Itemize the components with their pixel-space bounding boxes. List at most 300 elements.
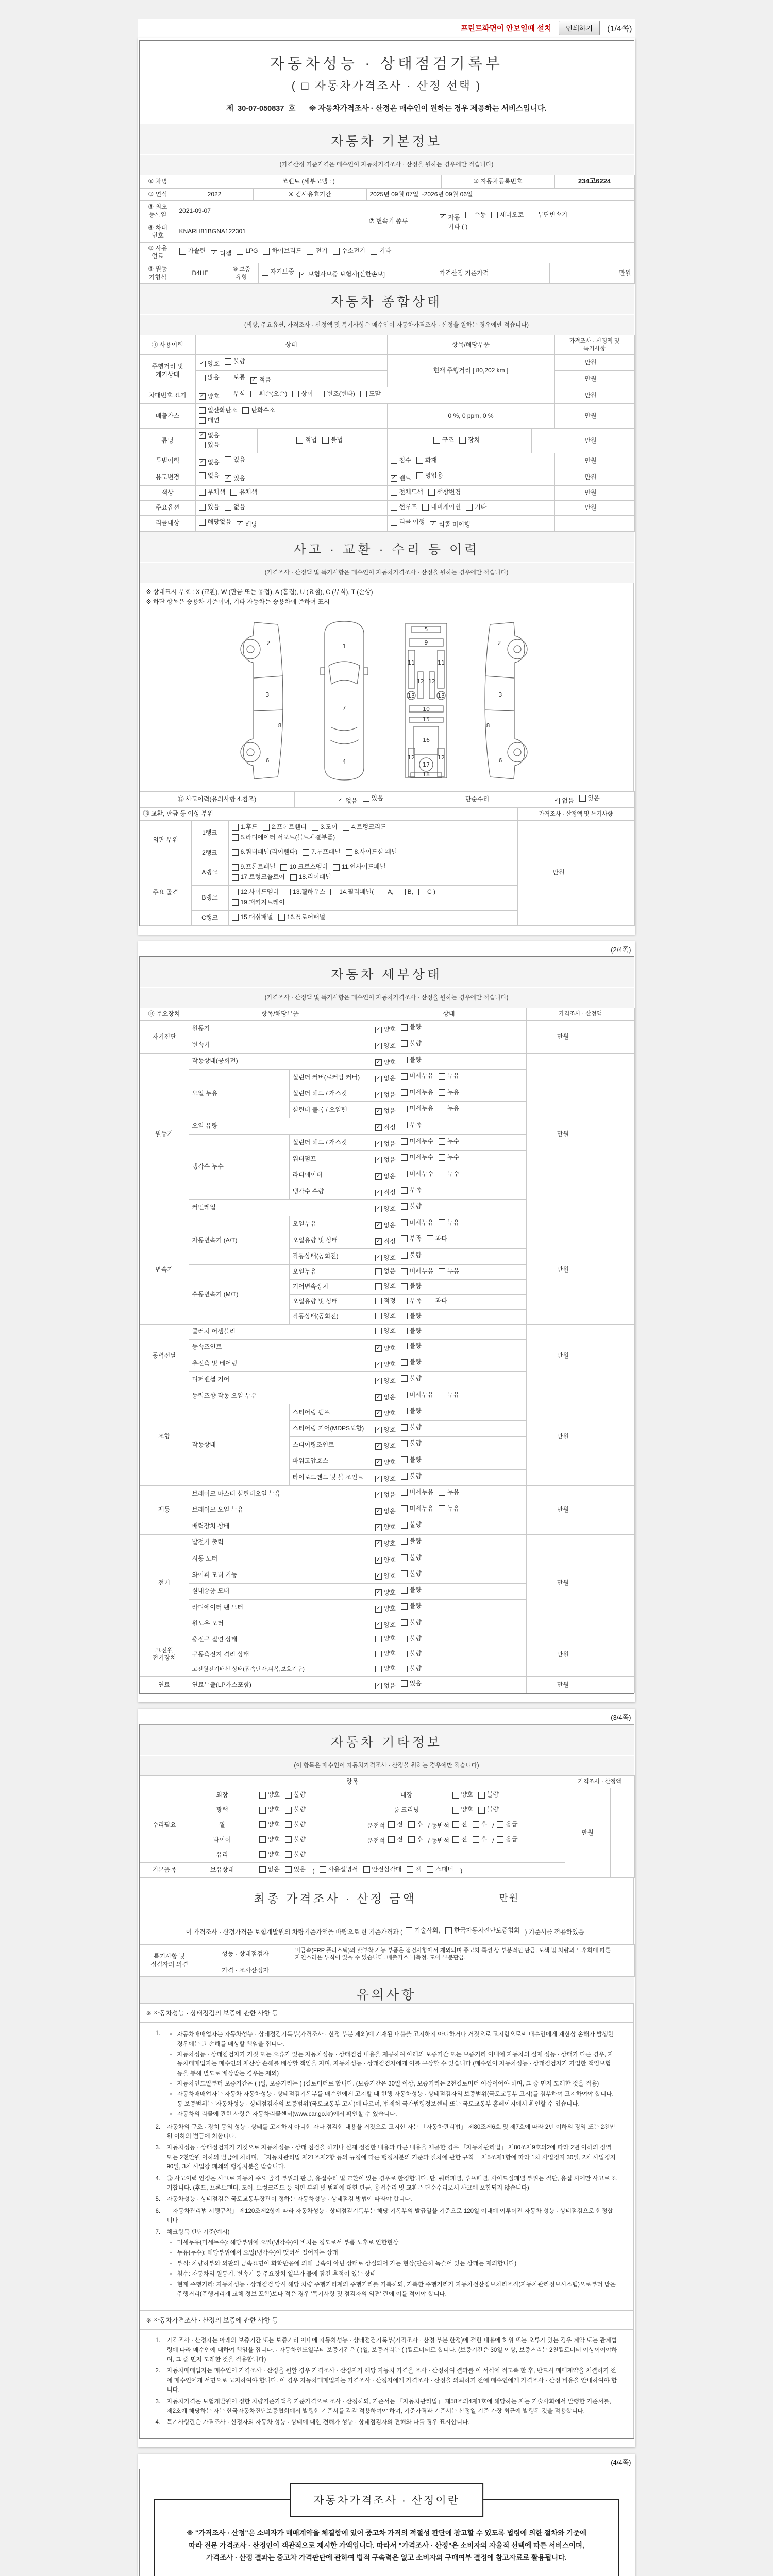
- form-cell: 동력조향 작동 오일 누유: [189, 1388, 372, 1404]
- panel-exchange-header-table: [140, 807, 634, 821]
- form-cell: 내장: [364, 1788, 449, 1803]
- form-cell: [372, 1216, 526, 1232]
- form-cell: 냉각수 수량: [289, 1183, 372, 1200]
- form-cell: [372, 1280, 526, 1295]
- checkbox-option: ✓ 리콜 미이행: [430, 521, 470, 529]
- checkbox-icon: [363, 1866, 370, 1873]
- checkbox-option: 누유: [439, 1072, 459, 1080]
- form-cell: [228, 820, 517, 845]
- checkbox-option: 불량: [285, 1821, 306, 1829]
- form-cell: 스티어링 기어(MDPS포함): [289, 1420, 372, 1437]
- checkbox-option: 양호: [259, 1851, 280, 1859]
- checkbox-icon: [232, 864, 239, 871]
- form-cell: 고전원전기배선 상태(접속단자,피복,보호기구): [189, 1662, 372, 1677]
- form-cell: 스티어링조인트: [289, 1437, 372, 1453]
- checkbox-option: 불량: [401, 1282, 422, 1291]
- form-cell: [256, 1833, 364, 1848]
- checkbox-option: 기술사회,: [406, 1926, 440, 1936]
- checkbox-option: 13.휠하우스: [284, 888, 325, 896]
- checkbox-option: 불량: [401, 1023, 422, 1031]
- checkbox-icon: [529, 212, 535, 218]
- checkbox-option: 도말: [360, 390, 381, 398]
- checkbox-checked-icon: [375, 1076, 382, 1082]
- checkbox-icon: [290, 874, 297, 881]
- notice-heading: ※ 자동차가격조사 · 산정의 보증에 관한 사항 등: [140, 2311, 634, 2330]
- checkbox-option: 없음: [199, 472, 220, 480]
- form-cell: 전기: [140, 1534, 189, 1632]
- checkbox-option: 한국자동차진단보증협회: [445, 1926, 520, 1936]
- checkbox-icon: [278, 914, 285, 921]
- form-cell: ⑭ 주요장치: [140, 1008, 189, 1021]
- checkbox-checked-icon: [375, 1255, 382, 1261]
- print-install-notice: 프린트화면이 안보일때 설치: [460, 24, 551, 33]
- diagram-view-top: [316, 618, 378, 784]
- document-note: ※ 자동차가격조사 · 산정은 매수인이 원하는 경우 제공하는 서비스입니다.: [309, 105, 547, 113]
- form-cell: 기본품목: [140, 1862, 189, 1877]
- checkbox-icon: [375, 1268, 382, 1275]
- checkbox-option: ✓ 양호: [375, 1442, 396, 1450]
- checkbox-icon: [416, 457, 423, 464]
- checkbox-option: 있음: [401, 1680, 422, 1688]
- diagram-panel-number: 8: [278, 722, 282, 729]
- form-cell: [372, 1677, 526, 1693]
- diagram-panel-number: 6: [265, 757, 270, 764]
- checkbox-option: 썬루프: [391, 503, 417, 512]
- checkbox-option: ✓ 없음: [375, 1156, 396, 1164]
- checkbox-icon: [259, 1821, 266, 1828]
- checkbox-icon: [401, 1203, 408, 1210]
- checkbox-icon: [406, 1927, 412, 1934]
- form-cell: 만원: [565, 1788, 610, 1877]
- form-cell: [256, 1803, 364, 1818]
- checkbox-checked-icon: [430, 521, 436, 528]
- form-cell: 오일 유량: [189, 1118, 372, 1134]
- checkbox-option: 스패너: [427, 1866, 453, 1874]
- checkbox-option: 변조(변타): [318, 390, 355, 398]
- checkbox-option: 누유: [439, 1089, 459, 1097]
- form-cell: C랭크: [191, 910, 228, 925]
- checkbox-option: ✓ 없음: [375, 1394, 396, 1402]
- form-cell: [449, 1803, 565, 1818]
- checkbox-option: 적정: [375, 1297, 396, 1306]
- checkbox-icon: [452, 1836, 459, 1843]
- form-cell: 현재 주행거리 [ 80,202 km ]: [387, 354, 554, 387]
- form-cell: ④ 검사유효기간: [253, 188, 366, 201]
- section-overall-header: 자동차 종합상태 (색상, 주요옵션, 가격조사 · 산정액 및 특기사항은 매수인이 자동차가격조사 · 산정을 원하는 경우에만 적습니다): [140, 284, 634, 335]
- form-cell: 냉각수 누수: [189, 1134, 289, 1199]
- checkbox-option: 색상변경: [428, 488, 461, 497]
- checkbox-icon: [439, 1505, 445, 1512]
- checkbox-icon: [322, 437, 329, 444]
- form-cell: [195, 500, 387, 515]
- checkbox-option: 적법: [296, 436, 317, 445]
- form-cell: [372, 1486, 526, 1502]
- form-cell: 주요 골격: [140, 860, 191, 925]
- checkbox-option: 불량: [401, 1202, 422, 1211]
- diagram-panel-number: 8: [486, 722, 490, 729]
- checkbox-option: 누유: [439, 1219, 459, 1227]
- checkbox-option: 탄화수소: [242, 406, 275, 415]
- checkbox-option: 양호: [375, 1665, 396, 1673]
- form-cell: [372, 1404, 526, 1421]
- form-cell: A랭크: [191, 860, 228, 886]
- checkbox-option: ✓ 적음: [250, 376, 271, 384]
- checkbox-option: 과다: [427, 1297, 447, 1306]
- checkbox-checked-icon: [375, 1540, 382, 1547]
- checkbox-checked-icon: [375, 1092, 382, 1098]
- form-cell: 1랭크: [191, 820, 228, 845]
- form-cell: 주행거리 및 계기상태: [140, 354, 195, 387]
- checkbox-checked-icon: [375, 1410, 382, 1417]
- form-cell: 234고6224: [554, 175, 634, 189]
- form-cell: [600, 1632, 634, 1677]
- checkbox-icon: [452, 1821, 459, 1828]
- price-survey-definition-title: 자동차가격조사 · 산정이란: [290, 2483, 483, 2517]
- checkbox-icon: [333, 248, 340, 255]
- checkbox-icon: [375, 1666, 382, 1672]
- diagram-panel-number: 13: [408, 692, 415, 699]
- checkbox-option: 양호: [375, 1312, 396, 1320]
- form-cell: [372, 1053, 526, 1070]
- checkbox-icon: [439, 1171, 445, 1177]
- accident-legend: ※ 상태표시 부호 : X (교환), W (판금 또는 용접), A (흠집), U (요철), C (부식), T (손상) ※ 하단 항목은 승용차 기준이며, 기타 자동차는 승용차에 준하여 표시: [140, 583, 634, 612]
- checkbox-icon: [285, 1792, 292, 1799]
- form-cell: [372, 1567, 526, 1584]
- form-cell: [372, 1118, 526, 1134]
- checkbox-option: 불량: [401, 1665, 422, 1673]
- form-cell: 작동상태(공회전): [189, 1053, 372, 1070]
- checkbox-option: 16.플로어패널: [278, 913, 326, 922]
- checkbox-icon: [259, 1807, 266, 1814]
- checkbox-icon: [232, 889, 239, 895]
- form-cell: [372, 1070, 526, 1086]
- panel-rank-table: [140, 820, 634, 926]
- checkbox-icon: [478, 1807, 485, 1814]
- checkbox-option: ✓ 디젤: [211, 250, 231, 258]
- checkbox-option: 네비게이션: [422, 503, 461, 512]
- checkbox-option: 잭: [407, 1866, 422, 1874]
- checkbox-icon: [401, 1328, 408, 1334]
- checkbox-option: 응급: [497, 1836, 517, 1844]
- checkbox-icon: [401, 1268, 408, 1275]
- form-cell: 실린더 헤드 / 개스킷: [289, 1134, 372, 1151]
- checkbox-icon: [285, 1821, 292, 1828]
- form-cell: 만원: [526, 1324, 600, 1388]
- form-cell: ⑫ 사고이력(유의사항 4.참조): [140, 791, 294, 808]
- checkbox-option: 매연: [199, 417, 220, 425]
- final-price-unit: 만원: [499, 1893, 519, 1904]
- section-detail-header: 자동차 세부상태 (가격조사 · 산정액 및 특기사항은 매수인이 자동차가격조사 · 산정을 원하는 경우에만 적습니다): [140, 957, 634, 1008]
- form-cell: 만원: [554, 403, 600, 429]
- form-cell: [600, 387, 634, 404]
- checkbox-option: 없음: [225, 503, 245, 512]
- checkbox-option: ✓ 양호: [375, 1345, 396, 1353]
- form-cell: ⑥ 차대 번호: [140, 222, 176, 242]
- form-cell: 타이어: [189, 1833, 256, 1848]
- form-cell: 튜닝: [140, 429, 195, 453]
- checkbox-option: 수소전기: [333, 247, 365, 256]
- checkbox-icon: [473, 1821, 479, 1828]
- checkbox-icon: [401, 1154, 408, 1161]
- checkbox-option: 미세누유: [401, 1089, 433, 1097]
- basic-info-table-3: [140, 200, 634, 242]
- form-cell: 만원: [526, 1021, 600, 1053]
- checkbox-option: 양호: [452, 1791, 473, 1799]
- diagram-panel-number: 4: [342, 758, 346, 765]
- checkbox-icon: [199, 407, 206, 414]
- form-cell: [600, 469, 634, 486]
- form-cell: 디퍼렌셜 기어: [189, 1371, 372, 1388]
- checkbox-icon: [418, 889, 425, 895]
- form-cell: 라디에이터: [289, 1167, 372, 1183]
- checkbox-option: ✓ 양호: [375, 1361, 396, 1369]
- form-cell: ⑨ 원동 기형식: [140, 263, 176, 284]
- page-4: [138, 2454, 635, 2576]
- print-button[interactable]: 인쇄하기: [559, 21, 600, 35]
- checkbox-option: ✓ 양호: [375, 1605, 396, 1613]
- form-cell: 룸 크리닝: [364, 1803, 449, 1818]
- form-cell: [600, 1324, 634, 1388]
- form-cell: 0 %, 0 ppm, 0 %: [387, 403, 554, 429]
- checkbox-option: 화재: [416, 456, 437, 465]
- document-number-line: 제 30-07-050837 호 ※ 자동차가격조사 · 산정은 매수인이 원하는 경우 제공하는 서비스입니다.: [140, 97, 634, 124]
- checkbox-icon: [401, 1505, 408, 1512]
- form-cell: 오일누유: [289, 1216, 372, 1232]
- checkbox-checked-icon: [440, 214, 446, 221]
- checkbox-option: ✓ 적정: [375, 1238, 396, 1246]
- checkbox-option: 불량: [401, 1456, 422, 1464]
- form-cell: [372, 1662, 526, 1677]
- checkbox-icon: [285, 1836, 292, 1843]
- checkbox-option: 불량: [401, 1040, 422, 1048]
- print-toolbar: [138, 19, 635, 38]
- checkbox-option: 자기보증: [262, 268, 294, 276]
- checkbox-icon: [401, 1138, 408, 1145]
- checkbox-icon: [401, 1359, 408, 1366]
- form-cell: [195, 371, 387, 387]
- section-accident-header: 사고 · 교환 · 수리 등 이력 (가격조사 · 산정액 및 특기사항은 매수인이 자동차가격조사 · 산정을 원하는 경우에만 적습니다): [140, 532, 634, 583]
- form-cell: [600, 1216, 634, 1324]
- diagram-panel-number: 2: [497, 639, 501, 647]
- price-survey-definition-box: [154, 2494, 619, 2576]
- form-cell: ⑪ 사용이력: [140, 335, 195, 355]
- checkbox-option: 미세누유: [401, 1391, 433, 1399]
- document-title-block: [140, 41, 634, 97]
- form-cell: 휠: [189, 1818, 256, 1833]
- checkbox-option: 1.후드: [232, 823, 258, 832]
- checkbox-icon: [199, 417, 206, 424]
- checkbox-icon: [401, 1489, 408, 1496]
- form-cell: 항목/해당부품: [189, 1008, 372, 1021]
- form-cell: 외장: [189, 1788, 256, 1803]
- form-cell: 리콜대상: [140, 515, 195, 532]
- checkbox-icon: [199, 519, 206, 526]
- form-cell: [258, 263, 436, 284]
- form-cell: 항목/해당부품: [387, 335, 554, 355]
- form-cell: [372, 1151, 526, 1167]
- checkbox-icon: [391, 519, 397, 526]
- form-cell: [195, 403, 387, 429]
- checkbox-icon: [439, 1073, 445, 1080]
- form-cell: 오일유량 및 상태: [289, 1232, 372, 1249]
- form-cell: [372, 1021, 526, 1037]
- form-cell: [372, 1086, 526, 1102]
- checkbox-option: 11.인사이드패널: [333, 863, 385, 871]
- checkbox-icon: [401, 1619, 408, 1626]
- checkbox-icon: [427, 1866, 433, 1873]
- checkbox-option: ✓ 양호: [199, 393, 220, 401]
- page-1: [138, 38, 635, 935]
- form-cell: D4HE: [176, 263, 225, 284]
- checkbox-option: 불량: [401, 1375, 422, 1383]
- checkbox-icon: [401, 1219, 408, 1226]
- checkbox-checked-icon: [375, 1108, 382, 1115]
- checkbox-checked-icon: [375, 1622, 382, 1629]
- checkbox-checked-icon: [250, 377, 257, 384]
- checkbox-icon: [399, 889, 406, 895]
- form-cell: 라디에이터 팬 모터: [189, 1600, 372, 1616]
- caution-block-performance: [140, 2004, 634, 2311]
- form-cell: 가격조사 · 산정액: [526, 1008, 634, 1021]
- checkbox-icon: [401, 1651, 408, 1657]
- checkbox-option: ✓ 없음: [375, 1091, 396, 1099]
- basic-info-table-2: [140, 188, 634, 201]
- form-cell: 동력전달: [140, 1324, 189, 1388]
- form-cell: 자기진단: [140, 1021, 189, 1053]
- form-cell: 쏘렌토 (세부모델 : ): [176, 175, 441, 189]
- page-3: [138, 1709, 635, 2447]
- checkbox-checked-icon: [375, 1043, 382, 1049]
- checkbox-icon: [401, 1252, 408, 1259]
- form-cell: [600, 485, 634, 500]
- form-cell: ① 차명: [140, 175, 176, 189]
- form-cell: [600, 820, 634, 925]
- form-cell: 상태: [195, 335, 387, 355]
- checkbox-icon: [401, 1375, 408, 1382]
- checkbox-option: 불법: [322, 436, 343, 445]
- diagram-panel-number: 12: [428, 677, 435, 685]
- form-cell: [372, 1616, 526, 1632]
- overall-tuning-table: [140, 428, 634, 453]
- form-cell: [372, 1518, 526, 1535]
- checkbox-icon: [439, 1392, 445, 1398]
- overall-state-table-1: [140, 335, 634, 429]
- checkbox-option: ✓ 양호: [375, 1459, 396, 1467]
- checkbox-option: 10.크로스멤버: [280, 863, 328, 871]
- checkbox-option: ✓ 보험사보증 보험사[신한손보]: [299, 270, 385, 279]
- checkbox-option: 양호: [375, 1650, 396, 1658]
- checkbox-option: ✓ 양호: [375, 1042, 396, 1050]
- form-cell: 작동상태: [189, 1404, 289, 1486]
- checkbox-option: 영업용: [416, 472, 443, 480]
- checkbox-icon: [416, 472, 423, 479]
- checkbox-checked-icon: [375, 1589, 382, 1596]
- form-cell: [600, 354, 634, 371]
- caution-block-pricing: [140, 2311, 634, 2438]
- checkbox-icon: [259, 1866, 266, 1873]
- checkbox-icon: [296, 437, 303, 444]
- form-cell: 배출가스: [140, 403, 195, 429]
- checkbox-option: ✓ 없음: [375, 1107, 396, 1115]
- checkbox-option: 훼손(오손): [250, 390, 287, 398]
- checkbox-icon: [439, 1138, 445, 1145]
- checkbox-checked-icon: [375, 1459, 382, 1466]
- form-cell: 외판 부위: [140, 820, 191, 860]
- checkbox-option: ✓ 없음: [375, 1075, 396, 1083]
- form-cell: [228, 910, 517, 925]
- form-cell: 특별이력: [140, 453, 195, 469]
- checkbox-icon: [263, 824, 270, 831]
- form-cell: 브레이크 오일 누유: [189, 1502, 372, 1518]
- form-cell: 가격 · 조사산정자: [199, 1964, 292, 1977]
- detail-state-table: [140, 1008, 634, 1693]
- checkbox-icon: [427, 1235, 433, 1242]
- form-cell: [195, 469, 387, 486]
- form-cell: 조향: [140, 1388, 189, 1486]
- checkbox-icon: [375, 1636, 382, 1642]
- form-cell: 제동: [140, 1486, 189, 1535]
- form-cell: 성능 · 상태점검자: [199, 1944, 292, 1964]
- checkbox-icon: [232, 899, 239, 906]
- checkbox-icon: [401, 1392, 408, 1398]
- checkbox-option: ✓ 없음: [375, 1682, 396, 1690]
- form-cell: [294, 791, 431, 808]
- form-cell: 추진축 및 베어링: [189, 1355, 372, 1372]
- form-cell: 구동축전지 격리 상태: [189, 1647, 372, 1662]
- form-cell: [372, 1355, 526, 1372]
- checkbox-option: 누유: [439, 1391, 459, 1399]
- page-number-4: (4/4쪽): [611, 2458, 631, 2466]
- checkbox-option: 일산화탄소: [199, 406, 238, 415]
- diagram-panel-number: 12: [438, 754, 445, 761]
- form-cell: 배력장치 상태: [189, 1518, 372, 1535]
- form-cell: [372, 1371, 526, 1388]
- form-cell: 만원: [526, 1534, 600, 1632]
- checkbox-icon: [401, 1122, 408, 1128]
- checkbox-option: ✓ 양호: [375, 1426, 396, 1434]
- checkbox-checked-icon: [225, 475, 231, 482]
- form-cell: [372, 1232, 526, 1249]
- checkbox-checked-icon: [199, 393, 206, 400]
- form-cell: 연료누출(LP가스포함): [189, 1677, 372, 1693]
- checkbox-option: 불량: [401, 1521, 422, 1529]
- checkbox-checked-icon: [375, 1141, 382, 1147]
- form-cell: 시동 모터: [189, 1551, 372, 1567]
- checkbox-option: ✓ 양호: [375, 1059, 396, 1067]
- form-cell: 충전구 절연 상태: [189, 1632, 372, 1647]
- form-cell: 와이퍼 모터 기능: [189, 1567, 372, 1584]
- checkbox-option: ✓ 자동: [440, 214, 460, 222]
- checkbox-icon: [401, 1171, 408, 1177]
- form-cell: [372, 1102, 526, 1118]
- form-cell: 오일유량 및 상태: [289, 1295, 372, 1310]
- form-cell: [372, 1632, 526, 1647]
- form-cell: 수리필요: [140, 1788, 189, 1862]
- checkbox-icon: [408, 1836, 415, 1843]
- form-cell: 원동기: [140, 1053, 189, 1216]
- form-cell: [256, 1818, 364, 1833]
- form-cell: 고전원 전기장치: [140, 1632, 189, 1677]
- checkbox-icon: [284, 889, 291, 895]
- form-cell: [372, 1583, 526, 1600]
- checkbox-icon: [225, 375, 231, 381]
- checkbox-icon: [401, 1040, 408, 1047]
- form-cell: [600, 1021, 634, 1053]
- checkbox-icon: [263, 248, 270, 255]
- form-cell: ③ 연식: [140, 188, 176, 201]
- diagram-panel-number: 10: [423, 705, 430, 713]
- form-cell: [600, 429, 634, 453]
